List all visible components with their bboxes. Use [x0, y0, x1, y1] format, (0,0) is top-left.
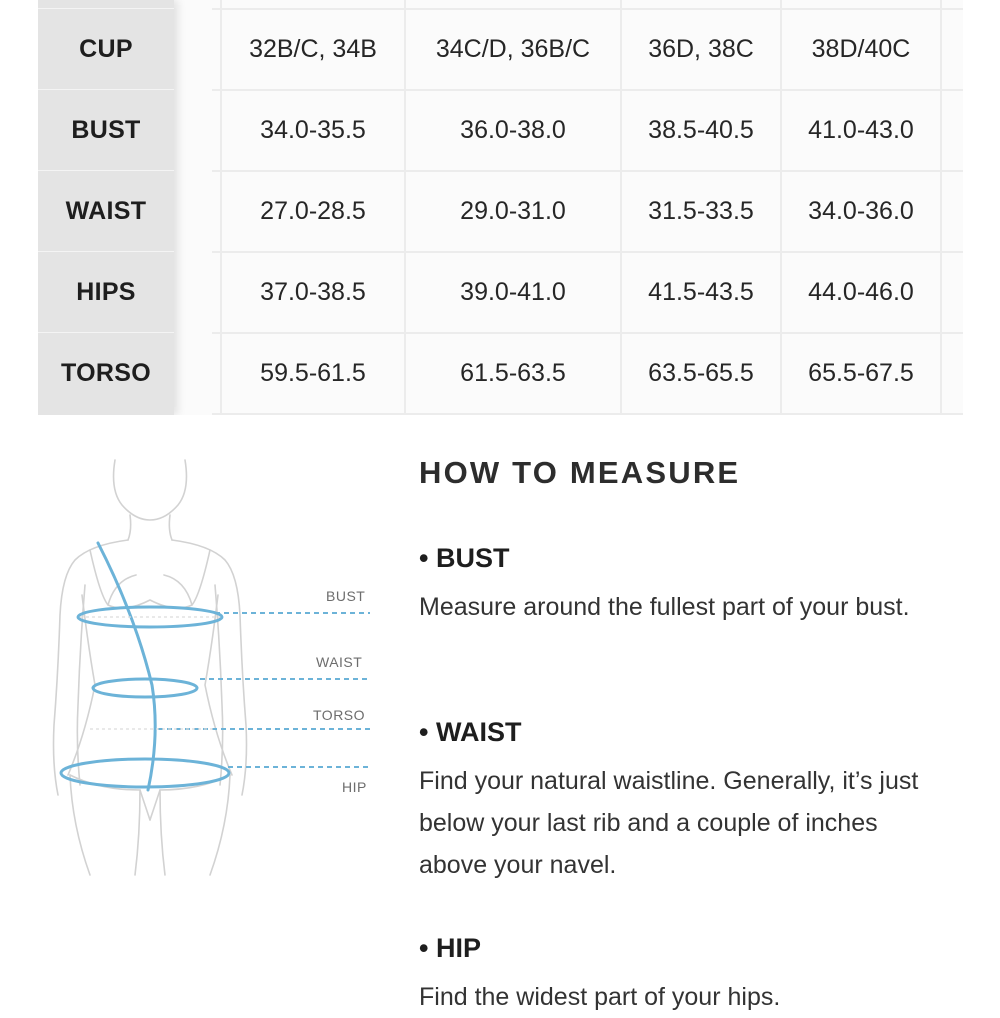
size-cell-bust: 41.0-43.0: [808, 115, 914, 144]
bust-instructions: Measure around the fullest part of your bust.: [419, 593, 910, 621]
hip-instructions: Find the widest part of your hips.: [419, 983, 781, 1011]
size-cell-waist: [212, 171, 220, 251]
size-chart-scroll-area[interactable]: [212, 0, 963, 415]
size-cell-cup: [212, 9, 220, 89]
row-header-waist: WAIST: [38, 171, 174, 251]
how-to-measure-title: HOW TO MEASURE: [419, 455, 741, 490]
bust-heading: • BUST: [419, 543, 510, 573]
size-cell-hips: [212, 252, 220, 332]
size-chart-grid: [212, 0, 963, 415]
size-cell-cup: 36D, 38C: [648, 34, 754, 63]
size-cell-bust: 34.0-35.5: [260, 115, 366, 144]
waist-instructions: Find your natural waistline. Generally, it’s just below your last rib and a couple of inches above your navel.: [419, 767, 919, 879]
size-cell-hips: 39.0-41.0: [460, 277, 566, 306]
figure-label-bust: BUST: [326, 588, 366, 604]
figure-label-torso: TORSO: [313, 707, 366, 723]
figure-label-waist: WAIST: [316, 654, 363, 670]
size-cell-bust: 38.5-40.5: [648, 115, 754, 144]
size-cell-cup: 34C/D, 36B/C: [435, 34, 591, 63]
size-cell-cup: 32B/C, 34B: [249, 34, 377, 63]
size-cell-bust: 36.0-38.0: [460, 115, 566, 144]
waist-heading: • WAIST: [419, 717, 522, 747]
row-header-bust: BUST: [38, 90, 174, 170]
size-cell-waist: 31.5-33.5: [648, 196, 754, 225]
row-header-cup: CUP: [38, 9, 174, 89]
row-header-torso: TORSO: [38, 333, 174, 413]
measurement-figure: [40, 445, 380, 885]
size-cell-hips: 44.0-46.0: [808, 277, 914, 306]
size-cell-waist: 27.0-28.5: [260, 196, 366, 225]
row-header-hips: HIPS: [38, 252, 174, 332]
figure-label-hip: HIP: [342, 779, 367, 795]
size-cell-torso: 59.5-61.5: [260, 358, 366, 387]
row-header-column: [38, 0, 174, 415]
size-cell-waist: 29.0-31.0: [460, 196, 566, 225]
size-cell-torso: 63.5-65.5: [648, 358, 754, 387]
size-cell-cup: 38D/40C: [811, 34, 911, 63]
size-chart-table: [38, 0, 963, 415]
size-cell-waist: 34.0-36.0: [808, 196, 914, 225]
size-cell-torso: 65.5-67.5: [808, 358, 914, 387]
hip-heading: • HIP: [419, 933, 481, 963]
size-cell-hips: 41.5-43.5: [648, 277, 754, 306]
size-cell-hips: 37.0-38.5: [260, 277, 366, 306]
size-cell-torso: [212, 333, 220, 413]
size-cell-bust: [212, 90, 220, 170]
size-cell-torso: 61.5-63.5: [460, 358, 566, 387]
